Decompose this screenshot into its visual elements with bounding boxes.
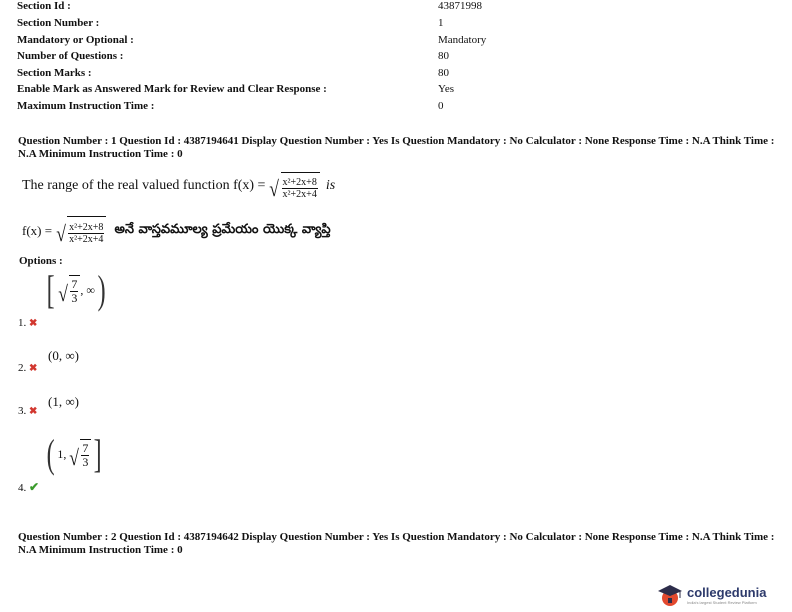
- radical-sign-icon: √: [269, 176, 280, 201]
- option-4-index: 4.: [18, 482, 27, 494]
- right-paren-icon: ): [97, 267, 106, 312]
- wrong-mark-icon: ✖: [29, 406, 38, 417]
- fraction-numerator: x²+2x+8: [282, 177, 317, 188]
- wrong-mark-icon: ✖: [29, 363, 38, 374]
- left-paren-icon: (: [46, 431, 55, 476]
- option-4-number: [18, 480, 39, 495]
- option-3-content[interactable]: (1, ∞): [48, 394, 79, 409]
- left-bracket-icon: [: [46, 267, 55, 312]
- meta-label-enable-mark: Enable Mark as Answered Mark for Review and Clear Response :: [17, 83, 327, 95]
- option-2-number: [18, 362, 37, 374]
- question-2-header: Question Number : 2 Question Id : 4387194642 Display Question Number : Yes Is Question Mandatory : No Calculator : None Response Time : N.A Think Time : N.A Minimum Instruction Time : 0: [18, 531, 775, 556]
- question-1-header: Question Number : 1 Question Id : 4387194641 Display Question Number : Yes Is Question Mandatory : No Calculator : None Response Time : N.A Think Time : N.A Minimum Instruction Time : 0: [18, 135, 775, 160]
- option-1-rest: , ∞: [80, 282, 95, 297]
- sqrt-fraction-telugu: [55, 216, 106, 245]
- meta-value-mandatory: Mandatory: [438, 34, 487, 46]
- correct-check-icon: ✔: [29, 480, 40, 494]
- brand-name: collegedunia: [687, 584, 767, 600]
- meta-value-section-number: 1: [438, 17, 444, 29]
- sqrt-fraction: [268, 172, 319, 200]
- meta-label-mandatory: Mandatory or Optional :: [17, 34, 134, 46]
- radical-sign-icon: √: [56, 221, 66, 246]
- option-4-prefix: 1,: [57, 446, 67, 461]
- meta-label-max-instruction: Maximum Instruction Time :: [17, 100, 155, 112]
- meta-label-section-id: Section Id :: [17, 0, 71, 12]
- wrong-mark-icon: ✖: [29, 318, 38, 329]
- sqrt-denominator: 3: [71, 291, 78, 305]
- fraction-denominator: x²+2x+4: [69, 234, 104, 245]
- sqrt-numerator: 7: [82, 441, 89, 455]
- telugu-text: అనే వాస్తవమూల్య ప్రమేయం యొక్క వ్యాప్తి: [114, 221, 331, 237]
- option-2-index: 2.: [18, 362, 27, 374]
- english-text: The range of the real valued function f(x) =: [22, 178, 266, 193]
- question-1-telugu-stem: [22, 216, 331, 245]
- brand-tagline: India's largest Student Review Platform: [687, 599, 757, 605]
- option-2-content[interactable]: (0, ∞): [48, 348, 79, 363]
- option-4-content[interactable]: [44, 431, 105, 476]
- question-1-english-stem: [22, 172, 335, 200]
- right-bracket-icon: ]: [94, 431, 103, 476]
- sqrt-numerator: 7: [71, 277, 78, 291]
- sqrt-denominator: 3: [82, 455, 89, 469]
- option-1-number: [18, 317, 37, 329]
- meta-label-section-marks: Section Marks :: [17, 67, 92, 79]
- graduation-cap-icon: [656, 583, 684, 607]
- option-1-index: 1.: [18, 317, 27, 329]
- options-label: Options :: [19, 255, 63, 267]
- fx-label: f(x) =: [22, 222, 53, 238]
- meta-value-num-questions: 80: [438, 50, 449, 62]
- meta-value-section-marks: 80: [438, 67, 449, 79]
- radical-sign-icon: √: [58, 281, 69, 306]
- english-suffix: is: [325, 178, 336, 193]
- radical-sign-icon: √: [69, 445, 80, 470]
- brand-logo: [656, 583, 766, 607]
- meta-value-section-id: 43871998: [438, 0, 482, 12]
- option-3-index: 3.: [18, 405, 27, 417]
- meta-value-max-instruction: 0: [438, 100, 444, 112]
- option-3-number: [18, 405, 37, 417]
- meta-label-section-number: Section Number :: [17, 17, 100, 29]
- meta-value-enable-mark: Yes: [438, 83, 455, 95]
- fraction-denominator: x²+2x+4: [282, 189, 317, 200]
- fraction-numerator: x²+2x+8: [69, 222, 104, 233]
- meta-label-num-questions: Number of Questions :: [17, 50, 124, 62]
- option-1-content[interactable]: [44, 267, 108, 312]
